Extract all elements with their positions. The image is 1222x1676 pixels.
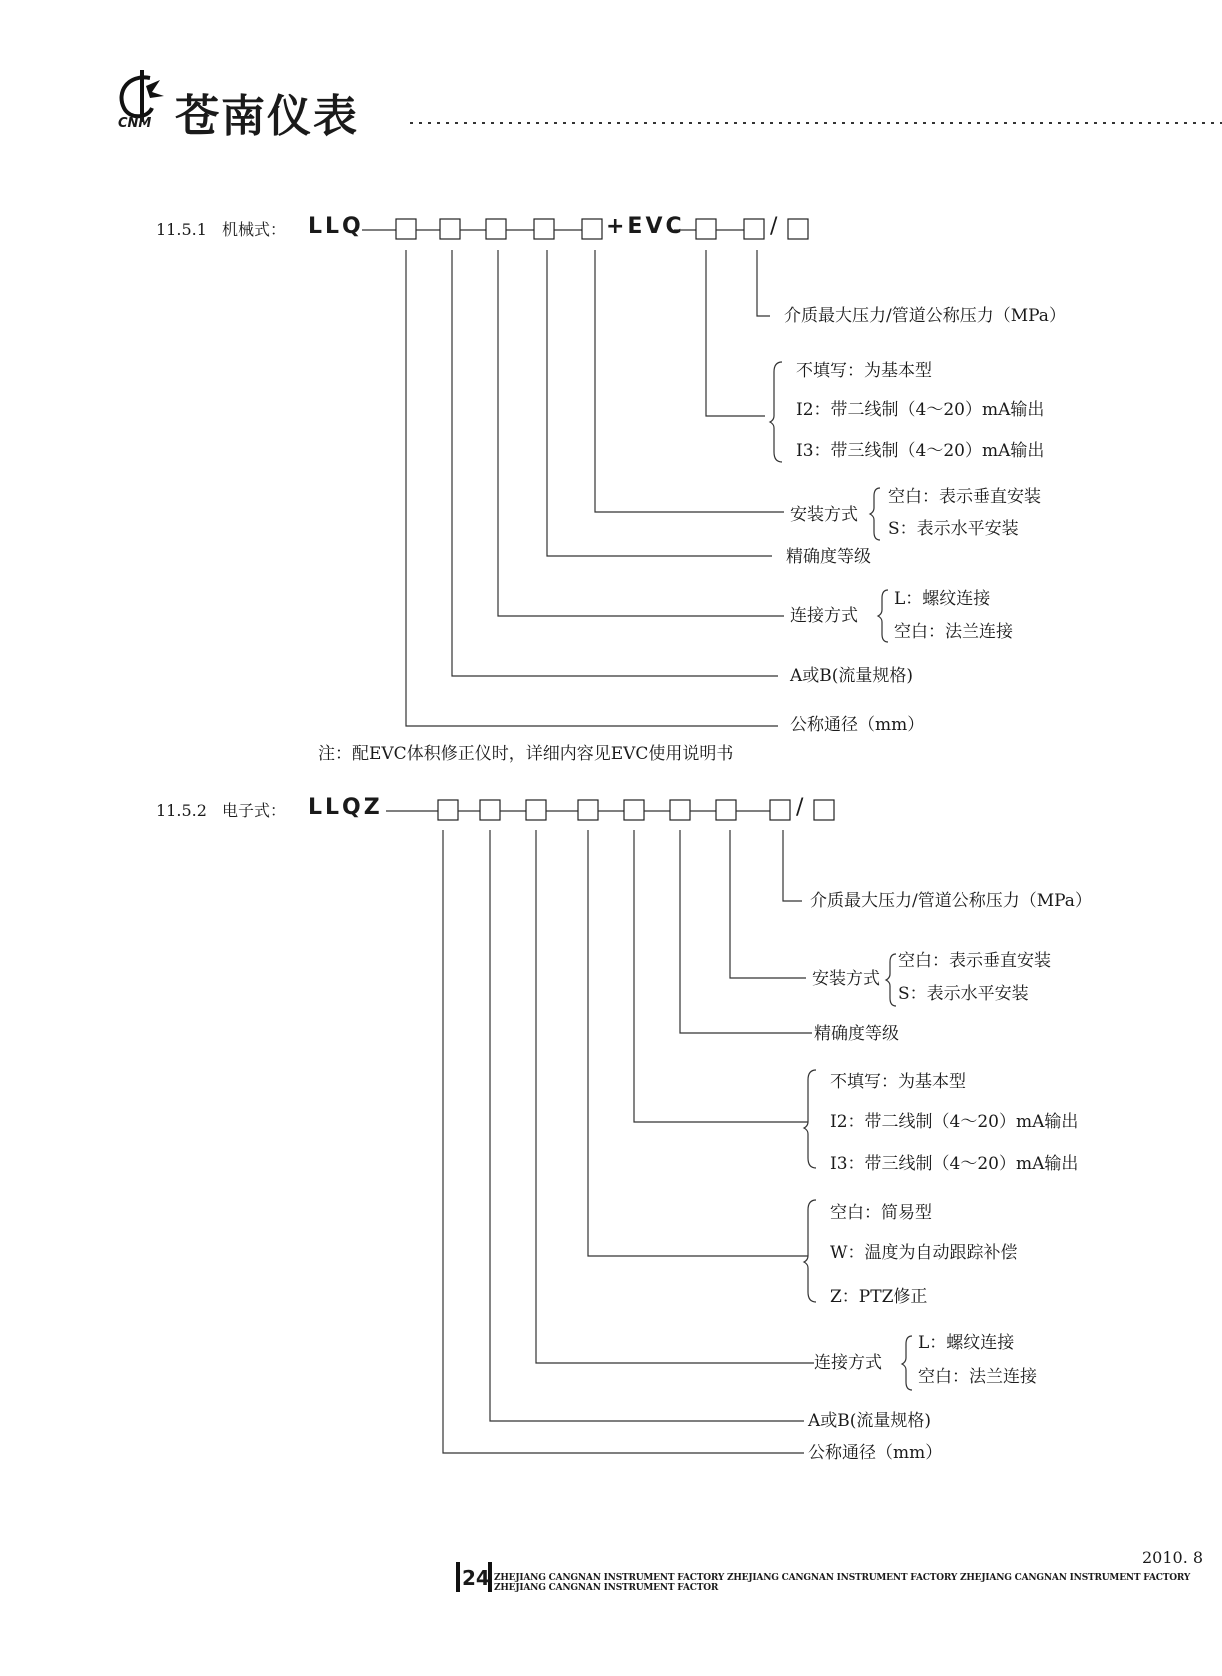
section2-install-label: 安装方式 — [812, 969, 880, 989]
section1-code-prefix: LLQ — [308, 214, 364, 239]
section1-slash: / — [770, 214, 781, 239]
section2-temp-option-0: 空白：简易型 — [830, 1203, 932, 1223]
section2-pressure-label: 介质最大压力/管道公称压力（MPa） — [810, 891, 1092, 911]
section2-output-option-2: I3：带三线制（4～20）mA输出 — [830, 1154, 1079, 1174]
section1-connect-label: 连接方式 — [790, 606, 858, 626]
section1-output-option-2: I3：带三线制（4～20）mA输出 — [796, 441, 1045, 461]
section2-code-prefix: LLQZ — [308, 795, 383, 820]
brand-en: CNM — [118, 116, 152, 131]
section2-number: 11.5.2 — [156, 801, 207, 820]
section2-code-row — [386, 800, 834, 820]
section1-title: 机械式： — [222, 220, 287, 239]
section2-accuracy-label: 精确度等级 — [814, 1024, 899, 1044]
section1-diameter-label: 公称通径（mm） — [790, 715, 925, 735]
footer-date: 2010. 8 — [1142, 1548, 1204, 1567]
section2-slash: / — [796, 795, 807, 820]
section2-temp-option-2: Z：PTZ修正 — [830, 1287, 928, 1307]
section1-code-row — [362, 219, 808, 239]
section1-note: 注：配EVC体积修正仪时，详细内容见EVC使用说明书 — [318, 744, 734, 764]
section1-connect-option-1: 空白：法兰连接 — [894, 622, 1013, 642]
section1-output-option-0: 不填写：为基本型 — [796, 361, 932, 381]
section1-accuracy-label: 精确度等级 — [786, 547, 871, 567]
section2-diameter-label: 公称通径（mm） — [808, 1443, 943, 1463]
section2-connect-option-1: 空白：法兰连接 — [918, 1367, 1037, 1387]
section1-flow-label: A或B(流量规格) — [790, 666, 914, 686]
section2-output-option-0: 不填写：为基本型 — [830, 1072, 966, 1092]
footer-factory-text: ZHEJIANG CANGNAN INSTRUMENT FACTORY ZHEJIANG CANGNAN INSTRUMENT FACTORY ZHEJIANG CANGNAN INSTRUMENT FACTORY ZHEJIANG CANGNAN INSTRUMENT FACTOR — [494, 1573, 1191, 1593]
cnm-logo-mark — [122, 70, 164, 122]
section1-pressure-label: 介质最大压力/管道公称压力（MPa） — [784, 306, 1066, 326]
section1-connect-option-0: L：螺纹连接 — [894, 589, 991, 609]
section2-connect-label: 连接方式 — [814, 1353, 882, 1373]
section2-title: 电子式： — [222, 801, 287, 820]
page-number: 24 — [462, 1566, 490, 1590]
section2-temp-option-1: W：温度为自动跟踪补偿 — [830, 1243, 1018, 1263]
section1-install-option-1: S：表示水平安装 — [888, 519, 1019, 539]
section1-install-option-0: 空白：表示垂直安装 — [888, 487, 1041, 507]
section2-connect-option-0: L：螺纹连接 — [918, 1333, 1015, 1353]
section2-flow-label: A或B(流量规格) — [808, 1411, 932, 1431]
section1-install-label: 安装方式 — [790, 505, 858, 525]
section2-install-option-1: S：表示水平安装 — [898, 984, 1029, 1004]
section1-output-option-1: I2：带二线制（4～20）mA输出 — [796, 400, 1045, 420]
section1-code-mid: +EVC — [606, 214, 685, 239]
section2-output-option-1: I2：带二线制（4～20）mA输出 — [830, 1112, 1079, 1132]
section2-install-option-0: 空白：表示垂直安装 — [898, 951, 1051, 971]
section1-number: 11.5.1 — [156, 220, 207, 239]
footer-bar-left — [456, 1562, 460, 1592]
brand-name: 苍南仪表 — [175, 91, 359, 142]
